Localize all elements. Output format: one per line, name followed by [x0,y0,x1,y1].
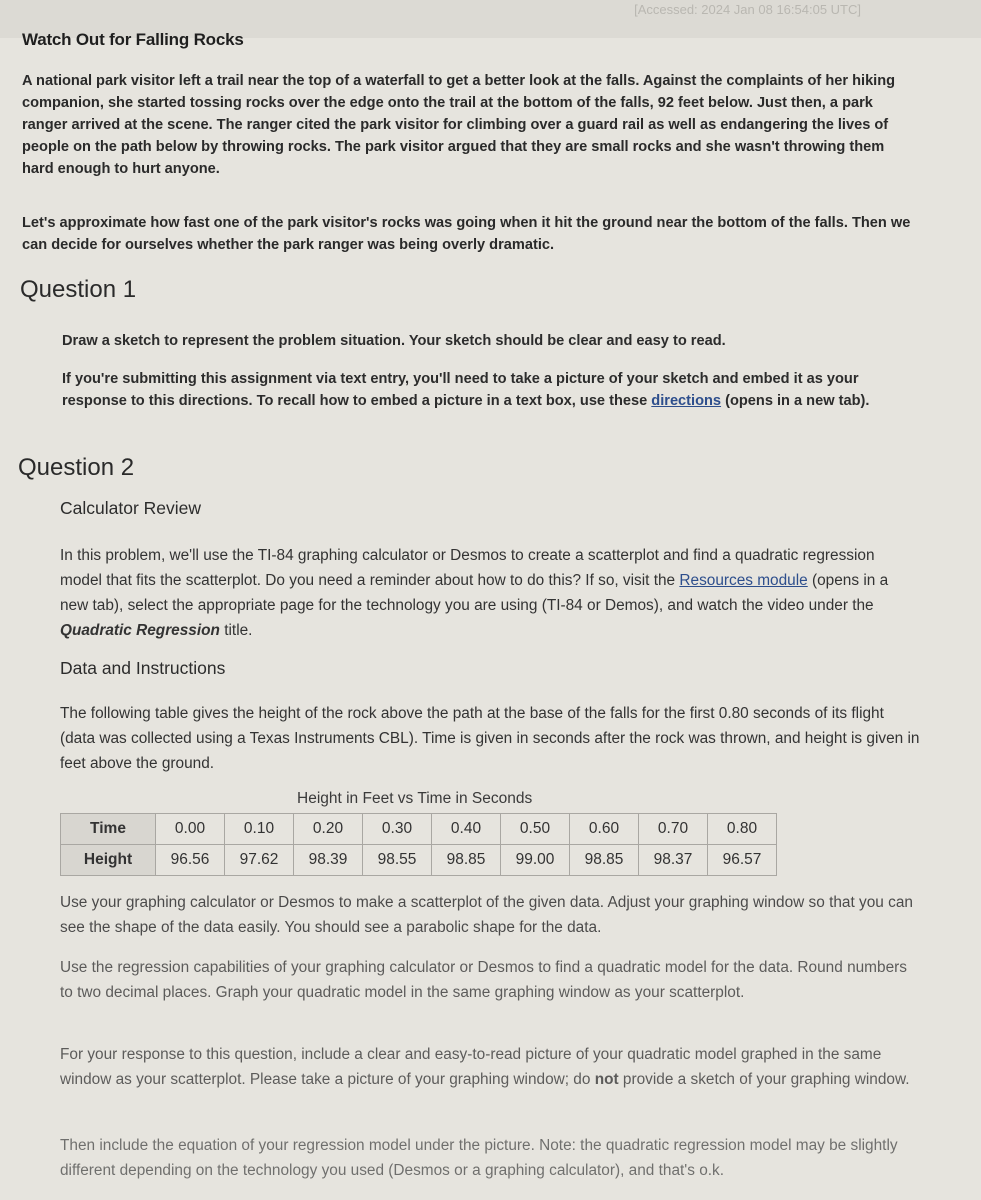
quadratic-regression-emphasis: Quadratic Regression [60,622,220,639]
intro-paragraph-1: A national park visitor left a trail near the top of a waterfall to get a better look at the falls. Against the complaints of her hiking companion, she started tossing rocks over the edge onto the trail at the bottom of the falls, 92 feet below. Just then, a park ranger arrived at the scene. The ranger cited the park visitor for climbing over a guard rail as well as endangering the lives of people on the path below by throwing rocks. The park visitor argued that they are small rocks and she wasn't throwing them hard enough to hurt anyone. [22,73,896,177]
data-intro-text: The following table gives the height of the rock above the path at the base of the falls for the first 0.80 seconds of its flight (data was collected using a Texas Instruments CBL). Time is given in seconds after the rock was thrown, and height is given in feet above the ground. [60,705,920,772]
time-cell: 0.70 [639,814,708,845]
instruction-picture [60,1042,920,1092]
height-cell: 96.57 [708,845,777,876]
instruction-regression: Use the regression capabilities of your graphing calculator or Desmos to find a quadratic model for the data. Round numbers to two decimal places. Graph your quadratic model in the same graphing window as your scatterplot. [60,959,907,1001]
question-1-heading: Question 1 [20,276,137,303]
time-cell: 0.80 [708,814,777,845]
calculator-review-heading: Calculator Review [60,498,202,518]
not-emphasis: not [594,1071,619,1088]
question-1-instruction: Draw a sketch to represent the problem situation. Your sketch should be clear and easy to read. [62,333,726,349]
table-caption: Height in Feet vs Time in Seconds [297,790,533,807]
time-cell: 0.50 [501,814,570,845]
resources-module-link[interactable]: Resources module [679,572,808,589]
intro-paragraph-2: Let's approximate how fast one of the park visitor's rocks was going when it hit the ground near the bottom of the falls. Then we can decide for ourselves whether the park ranger was being overly dramatic. [22,215,911,253]
page-title: Watch Out for Falling Rocks [22,30,244,49]
review-text-after: title. [219,622,253,639]
time-cell: 0.60 [570,814,639,845]
height-cell: 99.00 [501,845,570,876]
calculator-review-text [60,543,920,643]
review-text-before: In this problem, we'll use the TI-84 graphing calculator or Desmos to create a scatterplot and find a quadratic regression model that fits the scatterplot. Do you need a reminder about how to do this? If so, visit the [60,547,875,589]
height-cell: 98.85 [432,845,501,876]
time-cell: 0.00 [156,814,225,845]
time-cell: 0.30 [363,814,432,845]
height-cell: 97.62 [225,845,294,876]
time-row-label: Time [61,814,156,845]
embed-text-before: If you're submitting this assignment via text entry, you'll need to take a picture of your sketch and embed it as your response to this directions. To recall how to embed a picture in a text box, use these [62,371,859,409]
picture-text-after: provide a sketch of your graphing window. [618,1071,910,1088]
directions-link[interactable]: directions [651,393,722,409]
time-cell: 0.40 [432,814,501,845]
height-row [61,845,777,876]
height-cell: 98.37 [639,845,708,876]
review-text-mid: (opens in a new tab), select the appropriate page for the technology you are using (TI-84 or Demos), and watch the video under the [60,572,889,614]
height-time-table [60,813,777,876]
embed-text-after: (opens in a new tab). [721,393,870,409]
question-1-embed-instructions [62,368,922,412]
height-cell: 98.55 [363,845,432,876]
time-row [61,814,777,845]
question-2-heading: Question 2 [18,454,135,481]
height-cell: 98.39 [294,845,363,876]
data-instructions-heading: Data and Instructions [60,658,226,678]
instruction-equation: Then include the equation of your regression model under the picture. Note: the quadratic regression model may be slightly different depending on the technology you used (Desmos or a graphing calculator), and that's o.k. [60,1137,898,1179]
time-cell: 0.10 [225,814,294,845]
watermark-text: [Accessed: 2024 Jan 08 16:54:05 UTC] [634,2,861,17]
height-row-label: Height [61,845,156,876]
time-cell: 0.20 [294,814,363,845]
height-cell: 96.56 [156,845,225,876]
height-cell: 98.85 [570,845,639,876]
picture-text-before: For your response to this question, include a clear and easy-to-read picture of your quadratic model graphed in the same window as your scatterplot. Please take a picture of your graphing window; do [60,1046,882,1088]
instruction-scatterplot: Use your graphing calculator or Desmos to make a scatterplot of the given data. Adjust your graphing window so that you can see the shape of the data easily. You should see a parabolic shape for the data. [60,894,913,936]
